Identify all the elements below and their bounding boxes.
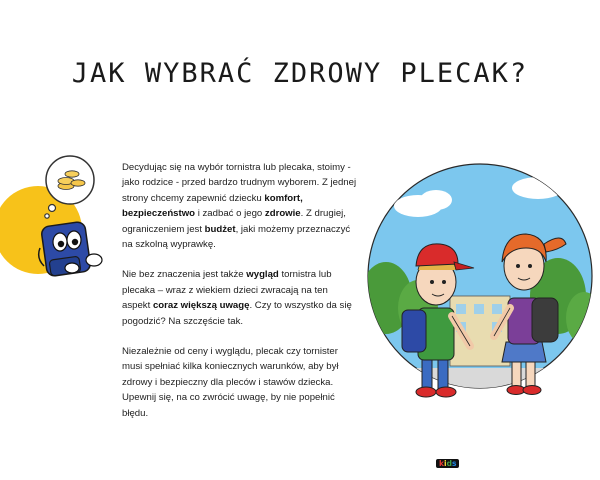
kids-letter-k: k bbox=[439, 459, 444, 468]
paragraph-text: tornistra lub plecaka – wraz z wiekiem dzieci zwracają na ten aspekt bbox=[122, 269, 332, 312]
paragraph-1 bbox=[122, 160, 358, 252]
emphasis-text: komfort, bezpieczeństwo bbox=[122, 192, 303, 220]
loozz-logo bbox=[496, 428, 574, 453]
paragraph-2 bbox=[122, 267, 358, 329]
loozz-kids-logo-text: LOOZZ bbox=[390, 428, 468, 453]
paragraph-text: . Czy to wszystko da się pogodzić? Na szczęście tak. bbox=[122, 300, 352, 327]
paragraph-text: Nie bez znaczenia jest także bbox=[122, 269, 247, 281]
emphasis-text: zdrowie bbox=[264, 208, 301, 220]
page-title: JAK WYBRAĆ ZDROWY PLECAK? bbox=[71, 58, 529, 89]
paragraph-text: Niezależnie od ceny i wyglądu, plecak czy tornister musi spełniać kilka koniecznych warunków, aby był zdrowy i bezpieczny dla pleców i stawów dziecka. Upewnij się, na co zwrócić uwagę, by nie popełnić błędu. bbox=[122, 346, 339, 419]
paragraph-text: , jaki możemy przeznaczyć na szkolną wyprawkę. bbox=[122, 223, 351, 251]
emphasis-text: budżet bbox=[204, 223, 236, 235]
kids-tag bbox=[436, 459, 459, 468]
article-body bbox=[122, 160, 358, 436]
paragraph-text: i zadbać o jego bbox=[195, 208, 265, 220]
loozz-logo-text: LOOZZ bbox=[496, 428, 574, 453]
kids-letter-s: s bbox=[451, 459, 457, 468]
emphasis-text: wygląd bbox=[246, 269, 279, 281]
kids-letter-d: d bbox=[446, 459, 452, 468]
paragraph-text: . Z drugiej, ograniczeniem jest bbox=[122, 208, 346, 235]
paragraph-text: Decydując się na wybór tornistra lub plecaka, stoimy - jako rodzice - przed bardzo trudnym wyborem. Z jednej strony chcemy zapewnić dziecku bbox=[122, 162, 357, 204]
children-with-backpacks-illustration bbox=[358, 158, 598, 413]
paragraph-3 bbox=[122, 344, 358, 421]
loozz-kids-logo bbox=[390, 428, 468, 453]
kids-letter-i: i bbox=[444, 459, 447, 468]
emphasis-text: coraz większą uwagę bbox=[152, 300, 250, 312]
backpack-mascot-icon bbox=[0, 150, 120, 290]
